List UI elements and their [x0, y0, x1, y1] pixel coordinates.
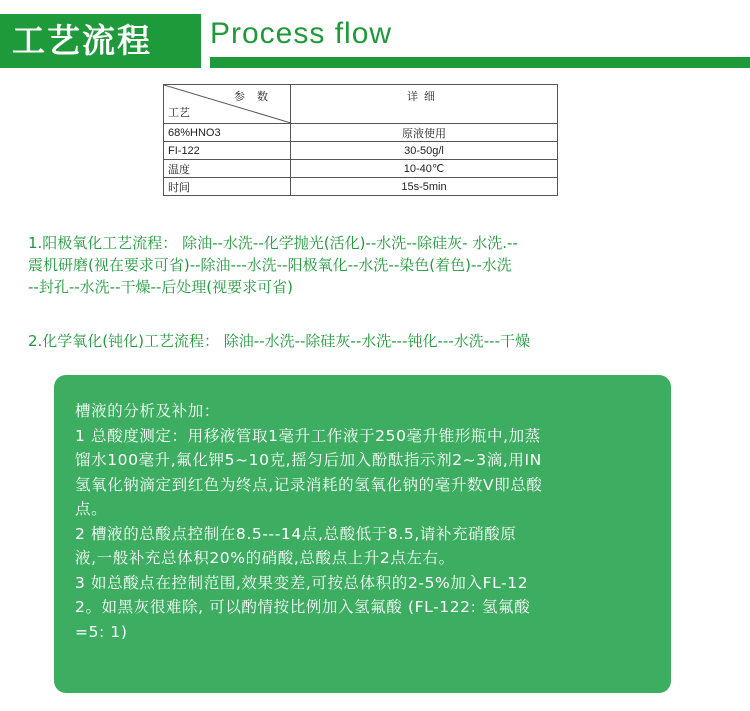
box-line: 馏水100毫升,氟化钾5~10克,摇匀后加入酚酞指示剂2~3滴,用IN	[75, 451, 542, 469]
row-name: FI-122	[164, 142, 291, 160]
title-english: Process flow	[210, 17, 393, 50]
row-name: 时间	[164, 178, 291, 196]
table-row	[164, 124, 558, 142]
row-value: 15s-5min	[291, 178, 558, 196]
chemical-oxidation-process-text	[28, 330, 738, 352]
box-line: 1 总酸度测定：用移液管取1毫升工作液于250毫升锥形瓶中,加蒸	[75, 426, 541, 445]
box-line: 2 槽液的总酸点控制在8.5---14点,总酸低于8.5,请补充硝酸原	[75, 524, 517, 543]
table-row	[164, 160, 558, 178]
box-line: 氢氧化钠滴定到红色为终点,记录消耗的氢氧化钠的毫升数V即总酸	[75, 475, 543, 494]
box-heading: 槽液的分析及补加：	[75, 402, 220, 420]
title-chinese: 工艺流程	[0, 14, 201, 68]
header-detail-cell: 详细	[291, 85, 558, 124]
header-process-label: 工艺	[168, 107, 190, 119]
anodizing-process-text	[28, 232, 738, 298]
process-line: 1.阳极氧化工艺流程： 除油--水洗--化学抛光(活化)--水洗--除硅灰- 水洗.--	[28, 234, 518, 252]
tank-analysis-box	[54, 375, 671, 693]
row-value: 30-50g/l	[291, 142, 558, 160]
process-line: 震机研磨(视在要求可省)--除油---水洗--阳极氧化--水洗--染色(着色)--水洗	[28, 256, 512, 274]
row-value: 10-40℃	[291, 160, 558, 178]
table-row	[164, 178, 558, 196]
process-line: 2.化学氧化(钝化)工艺流程： 除油--水洗--除硅灰--水洗---钝化---水洗---干燥	[28, 332, 530, 350]
box-line: 点。	[75, 500, 108, 518]
box-line: 液,一般补充总体积20%的硝酸,总酸点上升2点左右。	[75, 549, 455, 567]
table-header-row	[164, 85, 558, 124]
diagonal-header-cell	[164, 85, 291, 124]
box-line: 3 如总酸点在控制范围,效果变差,可按总体积的2-5%加入FL-12	[75, 573, 529, 592]
table-row	[164, 142, 558, 160]
row-value: 原液使用	[291, 124, 558, 142]
process-line: --封孔--水洗--干燥--后处理(视要求可省)	[28, 278, 294, 296]
parameter-table	[163, 84, 558, 196]
header-underline	[210, 57, 750, 68]
row-name: 温度	[164, 160, 291, 178]
section-header	[0, 14, 750, 68]
box-line: =5: 1)	[75, 622, 128, 641]
row-name: 68%HNO3	[164, 124, 291, 142]
box-line: 2。如黑灰很难除, 可以酌情按比例加入氢氟酸 (FL-122: 氢氟酸	[75, 598, 531, 616]
header-params-label: 参数	[234, 91, 280, 103]
